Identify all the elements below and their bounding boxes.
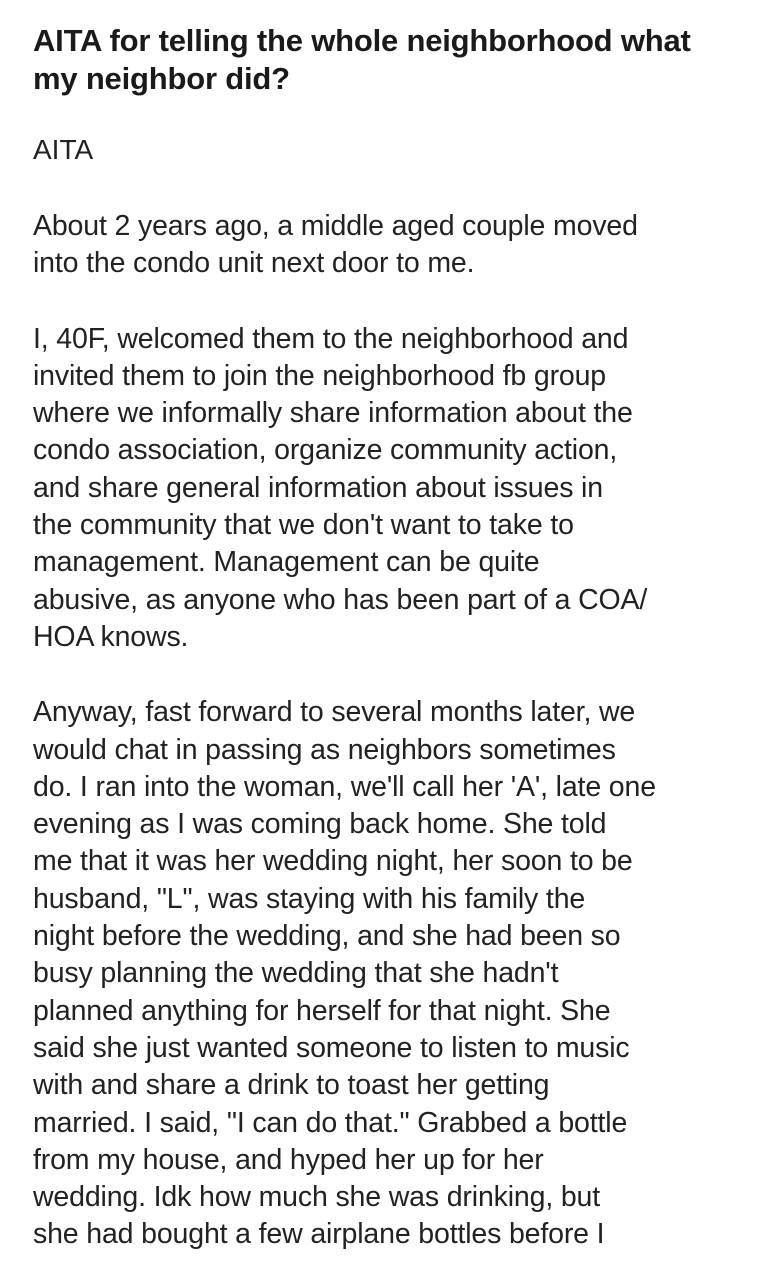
- post: [33, 22, 733, 1254]
- post-paragraph-2: I, 40F, welcomed them to the neighborhood and invited them to join the neighborhood fb group where we informally share information about the condo association, organize community action, and share general information about issues in the community that we don't want to take to management. Management can be quite abusive, as anyone who has been part of a COA/ HOA knows.: [33, 322, 648, 653]
- post-paragraph-3: Anyway, fast forward to several months later, we would chat in passing as neighbors sometimes do. I ran into the woman, we'll call her 'A', late one evening as I was coming back home. She told me that it was her wedding night, her soon to be husband, "L", was staying with his family the night before the wedding, and she had been so busy planning the wedding that she hadn't planned anything for herself for that night. She said she just wanted someone to listen to music with and share a drink to toast her getting married. I said, "I can do that." Grabbed a bottle from my house, and hyped her up for her wedding. Idk how much she was drinking, but she had bought a few airplane bottles before I: [33, 696, 656, 1251]
- post-flair: AITA: [33, 134, 94, 165]
- post-paragraph-1: About 2 years ago, a middle aged couple moved into the condo unit next door to me.: [33, 210, 638, 280]
- post-title: AITA for telling the whole neighborhood what my neighbor did?: [33, 23, 691, 96]
